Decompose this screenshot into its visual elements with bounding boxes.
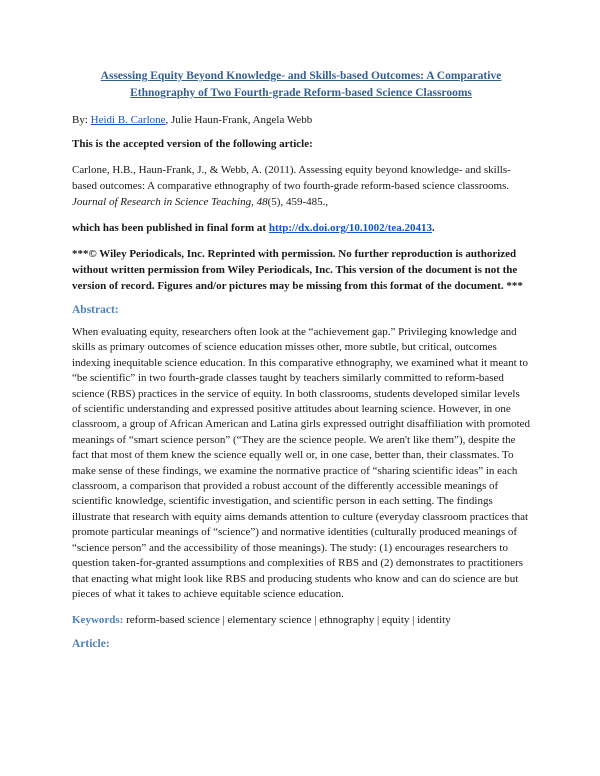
page-content — [72, 68, 530, 652]
abstract-heading: Abstract: — [72, 304, 119, 316]
byline-other-authors: , Julie Haun-Frank, Angela Webb — [165, 114, 313, 126]
citation-issue: (5), 459-485., — [267, 196, 329, 208]
author-link[interactable]: Heidi B. Carlone — [90, 114, 166, 126]
published-suffix: . — [432, 222, 435, 234]
accepted-version-note: This is the accepted version of the following article: — [72, 138, 313, 150]
copyright-notice: ***© Wiley Periodicals, Inc. Reprinted with permission. No further reproduction is authorized without written permission from Wiley Periodicals, Inc. This version of the document is not the version of record. Figures and/or pictures may be missing from this format of the document. *** — [72, 248, 523, 292]
keywords-list: reform-based science | elementary science | ethnography | equity | identity — [123, 614, 451, 627]
article-heading: Article: — [72, 638, 110, 651]
paper-title[interactable] — [72, 68, 530, 102]
paper-title-line-2: Ethnography of Two Fourth-grade Reform-based Science Classrooms — [130, 87, 472, 99]
keywords-label: Keywords: — [72, 614, 124, 627]
abstract-text: When evaluating equity, researchers often look at the “achievement gap.” Privileging knowledge and skills as primary outcomes of science education misses other, more subtle, but critical, outcomes indexing inequitable science education. In this comparative ethnography, we examined what it meant to “be scientific” in two fourth-grade classes taught by teachers similarly committed to reform-based science (RBS) practices in the service of equity. In both classrooms, students developed similar levels of scientific understanding and expressed positive attitudes about learning science. However, in one classroom, a group of African American and Latina girls expressed outright disaffiliation with promoted meanings of “smart science person” (“They are the science people. We aren't like them”), despite the fact that most of them knew the science equally well or, in one case, better than, their classmates. To make sense of these findings, we examine the normative practice of “sharing scientific ideas” in each classroom, a comparison that provided a robust account of the differently accessible meanings of scientific knowledge, scientific investigation, and scientific person in each setting. The findings illustrate that research with equity aims demands attention to culture (everyday classroom practices that promote particular meanings of “science”) and normative identities (culturally produced meanings of “science person” and the accessibility of those meanings). The study: (1) encourages researchers to question taken-for-granted assumptions and complexities of RBS and (2) demonstrates to practitioners that enacting what might look like RBS and producing students who know and can do science are but pieces of what it takes to achieve equitable science education. — [72, 326, 531, 600]
keywords — [72, 612, 530, 628]
byline-prefix: By: — [72, 114, 91, 126]
paper-title-line-1: Assessing Equity Beyond Knowledge- and Skills-based Outcomes: A Comparative — [100, 70, 502, 82]
published-note — [72, 220, 530, 236]
published-prefix: which has been published in final form at — [72, 222, 269, 234]
citation — [72, 162, 530, 210]
byline — [72, 112, 530, 128]
citation-journal: Journal of Research in Science Teaching, 48 — [72, 196, 268, 208]
doi-link[interactable]: http://dx.doi.org/10.1002/tea.20413 — [268, 222, 432, 234]
citation-text: Carlone, H.B., Haun-Frank, J., & Webb, A. (2011). Assessing equity beyond knowledge- and skills-based outcomes: A comparative ethnography of two fourth-grade reform-based science classrooms. — [72, 164, 511, 192]
